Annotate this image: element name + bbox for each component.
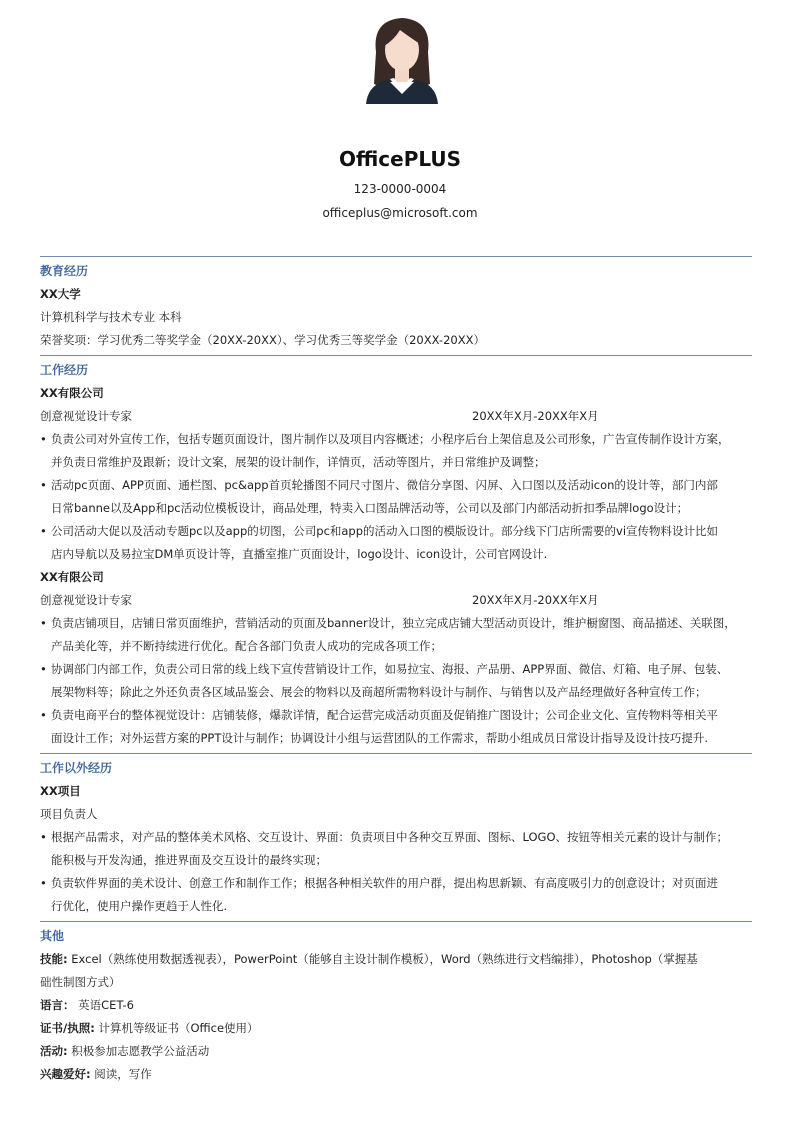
skills-line	[40, 948, 752, 971]
list-item	[40, 612, 752, 658]
extra-section	[40, 753, 752, 918]
list-item	[40, 704, 752, 750]
activity-label: 活动:	[40, 1044, 68, 1058]
job-role-row	[40, 405, 752, 428]
certificate-line	[40, 1017, 752, 1040]
hobby-line	[40, 1063, 752, 1086]
list-item-text: 并负责日常维护及跟新；设计文案，展架的设计制作，详情页，活动等图片，并日常维护及调整；	[51, 455, 546, 469]
project-role: 项目负责人	[40, 807, 98, 821]
list-item-text: • 活动pc页面、APP页面、通栏图、pc&app首页轮播图不同尺寸图片、微信分享图、闪屏、入口图以及活动icon的设计等，部门内部	[51, 478, 718, 492]
work-section	[40, 355, 752, 750]
list-item	[40, 520, 752, 566]
hobby-text: 阅读，写作	[90, 1067, 152, 1081]
list-item-text: 产品美化等，并不断持续进行优化。配合各部门负责人成功的完成各项工作；	[51, 639, 442, 653]
avatar	[362, 12, 442, 104]
job-role-row	[40, 589, 752, 612]
resume-body	[40, 256, 752, 1086]
list-item-text: • 根据产品需求，对产品的整体美术风格、交互设计、界面：负责项目中各种交互界面、图标、LOGO、按钮等相关元素的设计与制作；	[51, 830, 729, 844]
list-item-text: • 公司活动大促以及活动专题pc以及app的切图，公司pc和app的活动入口图的模版设计。部分线下门店所需要的vi宣传物料设计比如	[51, 524, 719, 538]
major-degree: 计算机科学与技术专业 本科	[40, 310, 182, 324]
education-section	[40, 256, 752, 352]
skills-text: Excel（熟练使用数据透视表），PowerPoint（能够自主设计制作模板），Word（熟练进行文档编排），Photoshop（掌握基	[67, 952, 698, 966]
job-entry	[40, 566, 752, 750]
phone-number: 123-0000-0004	[353, 182, 447, 196]
skills-line-2: 础性制图方式）	[40, 975, 121, 989]
section-title-work: 工作经历	[40, 363, 89, 377]
company-name: XX有限公司	[40, 570, 104, 584]
candidate-name: OfficePLUS	[338, 147, 462, 171]
job-period: 20XX年X月-20XX年X月	[472, 409, 599, 423]
list-item-text: 面设计工作；对外运营方案的PPT设计与制作；协调设计小组与运营团队的工作需求，帮助小组成员日常设计指导及设计技巧提升.	[51, 731, 709, 745]
list-item	[40, 428, 752, 474]
project-name: XX项目	[40, 784, 81, 798]
section-title-extra: 工作以外经历	[40, 761, 113, 775]
list-item-text: 行优化，使用户操作更趋于人性化.	[51, 899, 228, 913]
honors: 荣誉奖项：学习优秀二等奖学金（20XX-20XX）、学习优秀三等奖学金（20XX-20XX）	[40, 333, 485, 347]
skills-label: 技能:	[40, 952, 68, 966]
list-item	[40, 658, 752, 704]
language-text: 英语CET-6	[74, 998, 134, 1012]
list-item-text: 日常banne以及App和pc活动位模板设计，商品处理，特卖入口图品牌活动等，公司以及部门内部活动折扣季品牌logo设计；	[51, 501, 689, 515]
section-title-education: 教育经历	[40, 264, 89, 278]
job-role: 创意视觉设计专家	[40, 409, 132, 423]
certificate-label: 证书/执照:	[40, 1021, 95, 1035]
section-title-other: 其他	[40, 929, 65, 943]
activity-text: 积极参加志愿教学公益活动	[67, 1044, 210, 1058]
language-label: 语言：	[40, 998, 75, 1012]
company-name: XX有限公司	[40, 386, 104, 400]
list-item-text: • 协调部门内部工作，负责公司日常的线上线下宣传营销设计工作，如易拉宝、海报、产品册、APP界面、微信、灯箱、电子屏、包装、	[51, 662, 729, 676]
other-section	[40, 921, 752, 1086]
list-item	[40, 826, 752, 872]
list-item-text: 店内导航以及易拉宝DM单页设计等，直播室推广页面设计，logo设计、icon设计，公司官网设计.	[51, 547, 548, 561]
list-item-text: 能积极与开发沟通，推进界面及交互设计的最终实现；	[51, 853, 327, 867]
job-role: 创意视觉设计专家	[40, 593, 132, 607]
list-item-text: • 负责软件界面的美术设计、创意工作和制作工作；根据各种相关软件的用户群，提出构思新颖、有高度吸引力的创意设计；对页面进	[51, 876, 718, 890]
job-period: 20XX年X月-20XX年X月	[472, 593, 599, 607]
certificate-text: 计算机等级证书（Office使用）	[94, 1021, 259, 1035]
hobby-label: 兴趣爱好:	[40, 1067, 91, 1081]
activity-line	[40, 1040, 752, 1063]
list-item-text: • 负责公司对外宣传工作，包括专题页面设计，图片制作以及项目内容概述；小程序后台上架信息及公司形象，广告宣传制作设计方案，	[51, 432, 730, 446]
list-item	[40, 474, 752, 520]
list-item-text: • 负责电商平台的整体视觉设计：店铺装修，爆款详情，配合运营完成活动页面及促销推广图设计；公司企业文化、宣传物料等相关平	[51, 708, 718, 722]
school-name: XX大学	[40, 287, 81, 301]
list-item-text: • 负责店铺项目，店铺日常页面维护，营销活动的页面及banner设计，独立完成店铺大型活动页设计，维护橱窗图、商品描述、关联图，	[51, 616, 736, 630]
job-entry	[40, 382, 752, 566]
list-item-text: 展架物料等；除此之外还负责各区域品鉴会、展会的物料以及商超所需物料设计与制作、与销售以及产品经理做好各种宣传工作；	[51, 685, 707, 699]
language-line	[40, 994, 752, 1017]
email-address: officeplus@microsoft.com	[322, 206, 478, 220]
list-item	[40, 872, 752, 918]
